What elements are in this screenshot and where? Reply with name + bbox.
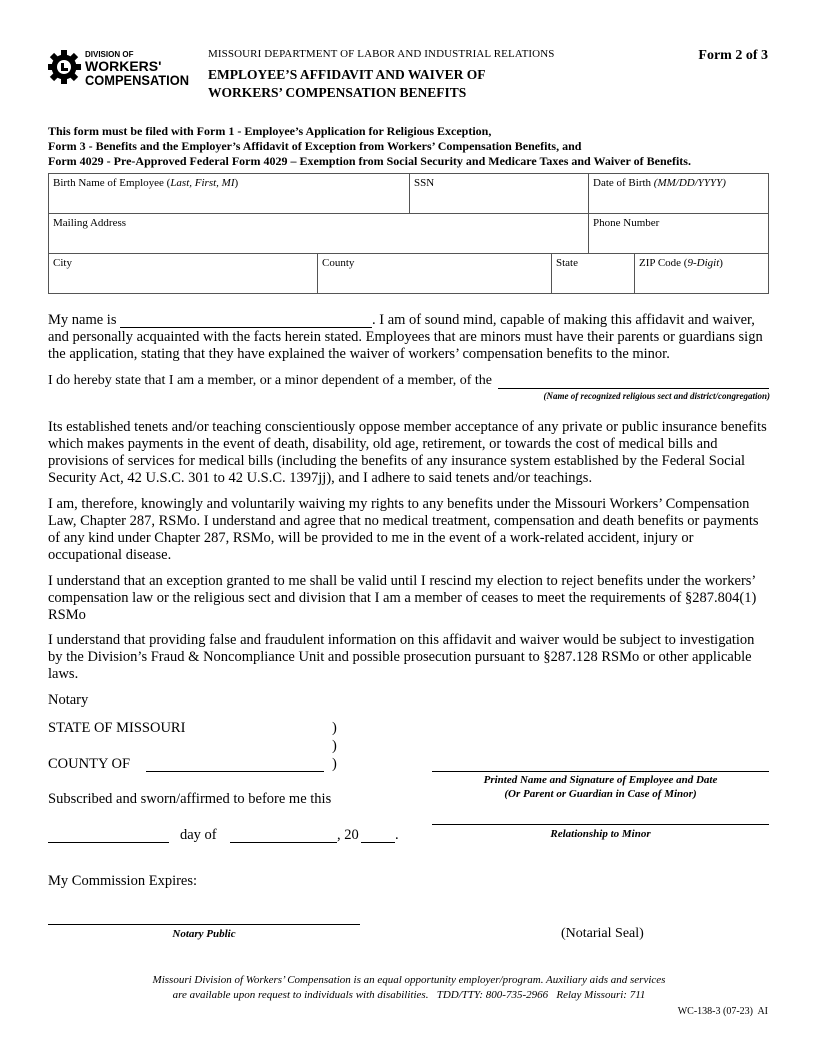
affidavit-paragraph-2: Its established tenets and/or teaching conscientiously oppose member acceptance of any private or public insurance benefits which makes payments in the event of death, disability, old age, retirement, or towards the cost of medical bills and provisions of services for medical bills (including the benefits of any insurance system established by the Federal Social Security Act, 42 U.S.C. 301 to 42 U.S.C. 1397jj), and I adhere to said tenets and/or teachings. (48, 419, 767, 486)
form-title-line2: WORKERS’ COMPENSATION BENEFITS (208, 85, 467, 100)
state-of-missouri: STATE OF MISSOURI (48, 720, 186, 736)
name-prefix: My name is (48, 312, 117, 328)
ssn-field[interactable]: SSN (409, 173, 589, 214)
logo-text-compensation: COMPENSATION (85, 73, 189, 88)
affidavit-paragraph-4: I understand that an exception granted to me shall be valid until I rescind my election to reject benefits under the workers’ compensation law or the religious sect and division that I am a member of ceases to meet the requirements of §287.804(1) RSMo (48, 573, 757, 623)
form-code: WC-138-3 (07-23) AI (677, 1006, 768, 1017)
mailing-address-field[interactable]: Mailing Address (48, 213, 589, 254)
logo-text-workers: WORKERS' (85, 58, 162, 74)
affidavit-paragraph-1: and personally acquainted with the facts herein stated. Employees that are minors must have their parents or guardians sign the application, stating that they have explained the waiver of workers’ compensation benefits to the minor. (48, 329, 763, 362)
county-of-line[interactable] (146, 771, 324, 772)
city-field[interactable]: City (48, 253, 318, 294)
county-of-label: COUNTY OF (48, 756, 131, 772)
instruction-line-3: Form 4029 - Pre-Approved Federal Form 4029 – Exemption from Social Security and Medicare Taxes and Waiver of Benefits. (48, 154, 691, 168)
relationship-line[interactable] (432, 824, 769, 825)
instruction-line-1: This form must be filed with Form 1 - Employee’s Application for Religious Exception, (48, 124, 492, 138)
logo-text-division: DIVISION OF (85, 50, 134, 59)
affidavit-paragraph-3: I am, therefore, knowingly and voluntarily waiving my rights to any benefits under the Missouri Workers’ Compensation Law, Chapter 287, RSMo. I understand and agree that no medical treatment, compensation and death benefits or payments of any kind under Chapter 287, RSMo, will be provided to me in the event of a work-related accident, injury or occupational disease. (48, 496, 759, 563)
state-field[interactable]: State (551, 253, 635, 294)
birth-name-field[interactable]: Birth Name of Employee (Last, First, MI) (48, 173, 410, 214)
day-of-label: day of (180, 827, 217, 843)
sworn-statement: Subscribed and sworn/affirmed to before me this (48, 791, 332, 807)
zip-code-field[interactable]: ZIP Code (9-Digit) (634, 253, 769, 294)
notary-public-caption: Notary Public (172, 928, 236, 940)
footer-line-2: are available upon request to individuals with disabilities. TDD/TTY: 800-735-2966 Relay Missouri: 711 (172, 989, 646, 1001)
year-prefix: , 20 (337, 827, 359, 843)
day-line[interactable] (48, 842, 169, 843)
month-line[interactable] (230, 842, 337, 843)
phone-number-field[interactable]: Phone Number (588, 213, 769, 254)
date-of-birth-field[interactable]: Date of Birth (MM/DD/YYYY) (588, 173, 769, 214)
name-suffix: . I am of sound mind, capable of making this affidavit and waiver, (372, 312, 755, 328)
affidavit-paragraph-5: I understand that providing false and fraudulent information on this affidavit and waiver would be subject to investigation by the Division’s Fraud & Noncompliance Unit and possible prosecution pursuant to §287.128 RSMo or other applicable laws. (48, 632, 755, 682)
footer-line-1: Missouri Division of Workers’ Compensation is an equal opportunity employer/program. Auxiliary aids and services (152, 974, 666, 986)
employee-name-line[interactable] (120, 327, 372, 328)
signature-caption-line2: (Or Parent or Guardian in Case of Minor) (504, 788, 697, 800)
notary-heading: Notary (48, 692, 89, 708)
form-title-line1: EMPLOYEE’S AFFIDAVIT AND WAIVER OF (208, 67, 486, 82)
instruction-line-2: Form 3 - Benefits and the Employer’s Affidavit of Exception from Workers’ Compensation Benefits, and (48, 139, 582, 153)
paren-3: ) (332, 756, 337, 772)
gear-logo-icon (48, 46, 190, 88)
year-period: . (395, 827, 399, 843)
notarial-seal: (Notarial Seal) (561, 926, 644, 941)
dwc-logo (48, 46, 190, 88)
commission-expires: My Commission Expires: (48, 873, 198, 889)
form-number: Form 2 of 3 (698, 48, 768, 63)
paren-2: ) (332, 738, 337, 754)
member-statement: I do hereby state that I am a member, or a minor dependent of a member, of the (48, 373, 492, 388)
footer-notice (48, 973, 770, 1003)
paren-1: ) (332, 720, 337, 736)
year-line[interactable] (361, 842, 395, 843)
signature-caption-line1: Printed Name and Signature of Employee and Date (483, 774, 718, 786)
department-name: MISSOURI DEPARTMENT OF LABOR AND INDUSTRIAL RELATIONS (208, 48, 555, 60)
county-field[interactable]: County (317, 253, 552, 294)
employee-signature-line[interactable] (432, 771, 769, 772)
relationship-caption: Relationship to Minor (550, 828, 651, 840)
religious-sect-caption: (Name of recognized religious sect and district/congregation) (543, 391, 770, 401)
notary-public-line[interactable] (48, 924, 360, 925)
